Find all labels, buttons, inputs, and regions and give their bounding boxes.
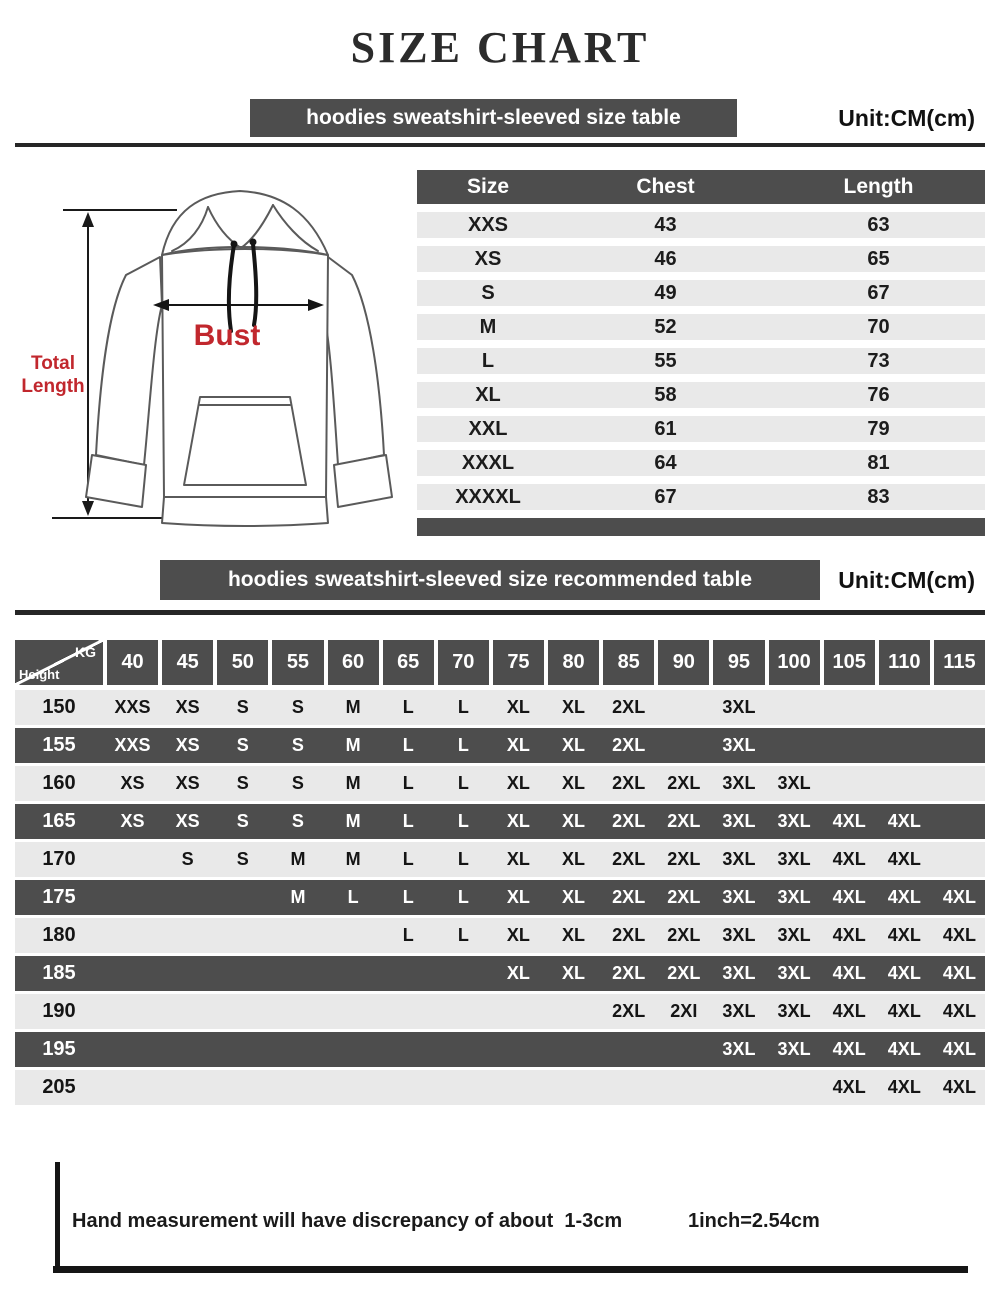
footer-left-border — [55, 1162, 60, 1272]
chest-cell: 52 — [654, 315, 677, 338]
size-recommendation-cell: 4XL — [887, 811, 921, 831]
divider — [15, 610, 985, 615]
size-cell: S — [481, 281, 495, 304]
size-table-row — [417, 246, 985, 272]
weight-column-header: 45 — [162, 640, 213, 685]
size-recommendation-cell: XS — [175, 697, 200, 717]
length-cell: 67 — [867, 281, 890, 304]
rec-table-row — [15, 690, 985, 725]
size-table-row — [417, 450, 985, 476]
size-recommendation-cell: M — [345, 735, 361, 755]
size-recommendation-cell: 4XL — [832, 963, 866, 983]
size-recommendation-cell: 4XL — [832, 1039, 866, 1059]
size-recommendation-cell: 3XL — [777, 1039, 811, 1059]
size-recommendation-cell: 2XL — [667, 773, 701, 793]
size-table-row — [417, 348, 985, 374]
total-length-label-line2: Length — [21, 376, 85, 397]
size-recommendation-cell: M — [290, 887, 306, 907]
rec-table-header — [15, 640, 985, 685]
size-recommendation-cell: 4XL — [832, 925, 866, 945]
size-recommendation-cell: 2XL — [612, 849, 646, 869]
size-recommendation-cell: 3XL — [722, 811, 756, 831]
size-recommendation-cell: 3XL — [777, 887, 811, 907]
size-cell: XXL — [468, 417, 508, 440]
chest-cell: 43 — [654, 213, 677, 236]
chest-cell: 67 — [654, 485, 677, 508]
size-recommendation-cell: 2XL — [667, 849, 701, 869]
size-cell: M — [479, 315, 497, 338]
size-table-unit-label: Unit:CM(cm) — [838, 104, 975, 131]
chest-cell: 46 — [654, 247, 677, 270]
length-cell: 83 — [867, 485, 890, 508]
size-recommendation-cell: 4XL — [942, 1077, 976, 1097]
size-recommendation-cell: 4XL — [942, 963, 976, 983]
size-table-banner: hoodies sweatshirt-sleeved size table — [250, 99, 737, 137]
size-recommendation-cell: XL — [506, 697, 530, 717]
size-recommendation-cell: L — [457, 849, 469, 869]
weight-column-header: 70 — [438, 640, 489, 685]
size-recommendation-cell: XL — [562, 925, 586, 945]
length-cell: 65 — [867, 247, 890, 270]
size-recommendation-cell: S — [181, 849, 194, 869]
length-cell: 79 — [867, 417, 890, 440]
size-recommendation-cell: 4XL — [832, 887, 866, 907]
size-recommendation-cell: 4XL — [887, 963, 921, 983]
size-recommendation-cell: L — [402, 735, 414, 755]
size-recommendation-cell: 3XL — [722, 1039, 756, 1059]
weight-column-header: 90 — [658, 640, 709, 685]
size-recommendation-cell: 4XL — [942, 925, 976, 945]
size-recommendation-cell: 2XL — [612, 773, 646, 793]
size-recommendation-cell: XL — [506, 811, 530, 831]
height-cell: 165 — [42, 810, 76, 832]
hoodie-outline — [86, 191, 392, 526]
size-recommendation-cell: XL — [562, 735, 586, 755]
height-cell: 155 — [42, 734, 76, 756]
length-cell: 63 — [867, 213, 890, 236]
chest-cell: 61 — [654, 417, 677, 440]
chest-cell: 55 — [654, 349, 677, 372]
length-cell: 73 — [867, 349, 890, 372]
weight-column-header: 110 — [879, 640, 930, 685]
size-recommendation-cell: 3XL — [722, 697, 756, 717]
size-recommendation-cell: 4XL — [887, 1077, 921, 1097]
size-recommendation-cell: 3XL — [777, 773, 811, 793]
weight-column-header: 85 — [603, 640, 654, 685]
size-recommendation-cell: 3XL — [722, 773, 756, 793]
total-length-label-line1: Total — [31, 353, 75, 374]
size-recommendation-cell: XS — [175, 735, 200, 755]
length-cell: 70 — [867, 315, 890, 338]
size-cell: XS — [474, 247, 502, 270]
rec-table-row — [15, 728, 985, 763]
rec-table-row — [15, 994, 985, 1029]
size-recommendation-cell: S — [291, 735, 304, 755]
size-recommendation-cell: 4XL — [887, 849, 921, 869]
size-recommendation-cell: L — [402, 811, 414, 831]
hoodie-illustration — [10, 155, 410, 550]
size-recommendation-cell: S — [236, 849, 249, 869]
weight-column-header: 60 — [328, 640, 379, 685]
size-recommendation-cell: XS — [175, 811, 200, 831]
size-recommendation-cell: 4XL — [832, 811, 866, 831]
height-cell: 170 — [42, 848, 76, 870]
recommended-table-unit-label: Unit:CM(cm) — [838, 566, 975, 593]
chest-column-header: Chest — [636, 175, 695, 198]
size-recommendation-cell: 3XL — [722, 963, 756, 983]
size-cell: XXXXL — [455, 485, 521, 508]
size-recommendation-cell: 3XL — [722, 887, 756, 907]
height-cell: 195 — [42, 1038, 76, 1060]
height-cell: 190 — [42, 1000, 76, 1022]
size-recommendation-cell: 3XL — [777, 925, 811, 945]
size-recommendation-cell: 3XL — [777, 849, 811, 869]
size-recommendation-cell: 2XL — [667, 887, 701, 907]
recommended-size-table — [15, 640, 985, 1108]
size-recommendation-cell: XL — [506, 735, 530, 755]
size-recommendation-cell: 3XL — [777, 963, 811, 983]
size-recommendation-cell: S — [236, 697, 249, 717]
size-recommendation-cell: 2XL — [612, 1001, 646, 1021]
size-recommendation-cell: L — [457, 735, 469, 755]
height-cell: 185 — [42, 962, 76, 984]
size-recommendation-cell: M — [290, 849, 306, 869]
size-recommendation-cell: XL — [506, 887, 530, 907]
size-cell: XL — [475, 383, 501, 406]
size-recommendation-cell: 3XL — [777, 811, 811, 831]
chest-cell: 58 — [654, 383, 677, 406]
size-table-row — [417, 484, 985, 510]
size-recommendation-cell: L — [457, 887, 469, 907]
size-recommendation-cell: 2XL — [612, 963, 646, 983]
size-recommendation-cell: 4XL — [887, 925, 921, 945]
size-recommendation-cell: 4XL — [887, 1001, 921, 1021]
weight-column-header: 50 — [217, 640, 268, 685]
size-recommendation-cell: XS — [120, 773, 145, 793]
size-table — [417, 170, 985, 536]
size-recommendation-cell: 2XL — [667, 963, 701, 983]
weight-column-header: 95 — [713, 640, 764, 685]
size-recommendation-cell: M — [345, 811, 361, 831]
size-recommendation-cell: 4XL — [942, 1001, 976, 1021]
length-cell: 81 — [867, 451, 890, 474]
weight-column-header: 65 — [383, 640, 434, 685]
size-recommendation-cell: 4XL — [887, 887, 921, 907]
size-cell: L — [481, 349, 495, 372]
height-cell: 180 — [42, 924, 76, 946]
divider — [15, 143, 985, 147]
weight-column-header: 80 — [548, 640, 599, 685]
hoodie-measurement-diagram — [10, 155, 410, 550]
size-recommendation-cell: XS — [120, 811, 145, 831]
size-recommendation-cell: 2XL — [667, 925, 701, 945]
size-recommendation-cell: L — [457, 811, 469, 831]
bust-label: Bust — [193, 319, 261, 352]
size-table-row — [417, 212, 985, 238]
size-table-header — [417, 170, 985, 204]
size-column-header: Size — [466, 175, 510, 198]
inch-conversion-note: 1inch=2.54cm — [688, 1210, 820, 1232]
size-recommendation-cell: M — [345, 849, 361, 869]
size-recommendation-cell: L — [402, 773, 414, 793]
size-recommendation-cell: L — [457, 925, 469, 945]
weight-column-header: 100 — [769, 640, 820, 685]
size-recommendation-cell: 2XL — [612, 697, 646, 717]
size-table-row — [417, 382, 985, 408]
kg-label: KG — [75, 644, 96, 660]
size-cell: XXS — [467, 213, 509, 236]
size-recommendation-cell: S — [291, 697, 304, 717]
size-recommendation-cell: XXS — [114, 697, 151, 717]
size-table-row — [417, 416, 985, 442]
chest-cell: 49 — [654, 281, 677, 304]
weight-column-header: 75 — [493, 640, 544, 685]
size-recommendation-cell: XL — [562, 697, 586, 717]
size-recommendation-cell: XXS — [114, 735, 151, 755]
size-recommendation-cell: L — [457, 773, 469, 793]
size-recommendation-cell: 3XL — [777, 1001, 811, 1021]
size-recommendation-cell: 2XL — [612, 811, 646, 831]
length-column-header: Length — [843, 175, 914, 198]
size-recommendation-cell: S — [291, 773, 304, 793]
height-label: Height — [19, 667, 60, 682]
rec-table-row — [15, 766, 985, 801]
size-recommendation-cell: 4XL — [832, 1077, 866, 1097]
size-recommendation-cell: XL — [562, 887, 586, 907]
size-table-body — [417, 212, 985, 510]
height-cell: 175 — [42, 886, 76, 908]
size-recommendation-cell: XL — [506, 849, 530, 869]
size-recommendation-cell: L — [402, 697, 414, 717]
weight-column-header: 40 — [107, 640, 158, 685]
size-table-row — [417, 280, 985, 306]
size-recommendation-cell: S — [236, 811, 249, 831]
size-recommendation-cell: 4XL — [887, 1039, 921, 1059]
size-recommendation-cell: XL — [562, 773, 586, 793]
weight-column-header: 55 — [272, 640, 323, 685]
size-recommendation-cell: 3XL — [722, 1001, 756, 1021]
size-recommendation-cell: 3XL — [722, 735, 756, 755]
size-recommendation-cell: XL — [562, 963, 586, 983]
rec-table-row — [15, 842, 985, 877]
size-recommendation-cell: XL — [506, 963, 530, 983]
size-recommendation-cell: 3XL — [722, 925, 756, 945]
weight-column-header: 115 — [934, 640, 985, 685]
size-recommendation-cell: XL — [506, 925, 530, 945]
size-recommendation-cell: 3XL — [722, 849, 756, 869]
chest-cell: 64 — [654, 451, 677, 474]
size-recommendation-cell: 2XL — [612, 887, 646, 907]
kg-height-corner-cell — [15, 640, 103, 685]
size-recommendation-cell: M — [345, 697, 361, 717]
rec-table-row — [15, 804, 985, 839]
footer-bottom-border — [53, 1266, 968, 1273]
measurement-note: Hand measurement will have discrepancy of about 1-3cm — [72, 1210, 623, 1232]
size-recommendation-cell: M — [345, 773, 361, 793]
size-recommendation-cell: L — [457, 697, 469, 717]
height-cell: 160 — [42, 772, 76, 794]
rec-table-row — [15, 918, 985, 953]
page-title: SIZE CHART — [350, 23, 650, 72]
height-cell: 150 — [42, 696, 76, 718]
size-recommendation-cell: L — [347, 887, 359, 907]
height-cell: 205 — [42, 1076, 76, 1098]
size-cell: XXXL — [461, 451, 515, 474]
size-recommendation-cell: S — [291, 811, 304, 831]
rec-table-row — [15, 1070, 985, 1105]
size-table-row — [417, 314, 985, 340]
size-recommendation-cell: L — [402, 887, 414, 907]
size-recommendation-cell: XL — [506, 773, 530, 793]
size-recommendation-cell: XL — [562, 811, 586, 831]
rec-table-row — [15, 880, 985, 915]
size-recommendation-cell: 2XL — [612, 925, 646, 945]
size-recommendation-cell: 4XL — [942, 887, 976, 907]
size-recommendation-cell: L — [402, 849, 414, 869]
size-recommendation-cell: L — [402, 925, 414, 945]
rec-table-row — [15, 1032, 985, 1067]
size-recommendation-cell: 4XL — [832, 849, 866, 869]
size-recommendation-cell: S — [236, 735, 249, 755]
size-recommendation-cell: XL — [562, 849, 586, 869]
size-recommendation-cell: S — [236, 773, 249, 793]
size-recommendation-cell: 2XL — [667, 811, 701, 831]
weight-column-header: 105 — [824, 640, 875, 685]
size-table-footer-bar — [417, 518, 985, 536]
size-recommendation-cell: 4XL — [832, 1001, 866, 1021]
rec-table-row — [15, 956, 985, 991]
rec-table-body — [15, 690, 985, 1105]
recommended-table-banner: hoodies sweatshirt-sleeved size recommended table — [160, 560, 820, 600]
size-recommendation-cell: 4XL — [942, 1039, 976, 1059]
length-cell: 76 — [867, 383, 890, 406]
size-recommendation-cell: XS — [175, 773, 200, 793]
size-recommendation-cell: 2XL — [612, 735, 646, 755]
size-recommendation-cell: 2XI — [670, 1001, 698, 1021]
